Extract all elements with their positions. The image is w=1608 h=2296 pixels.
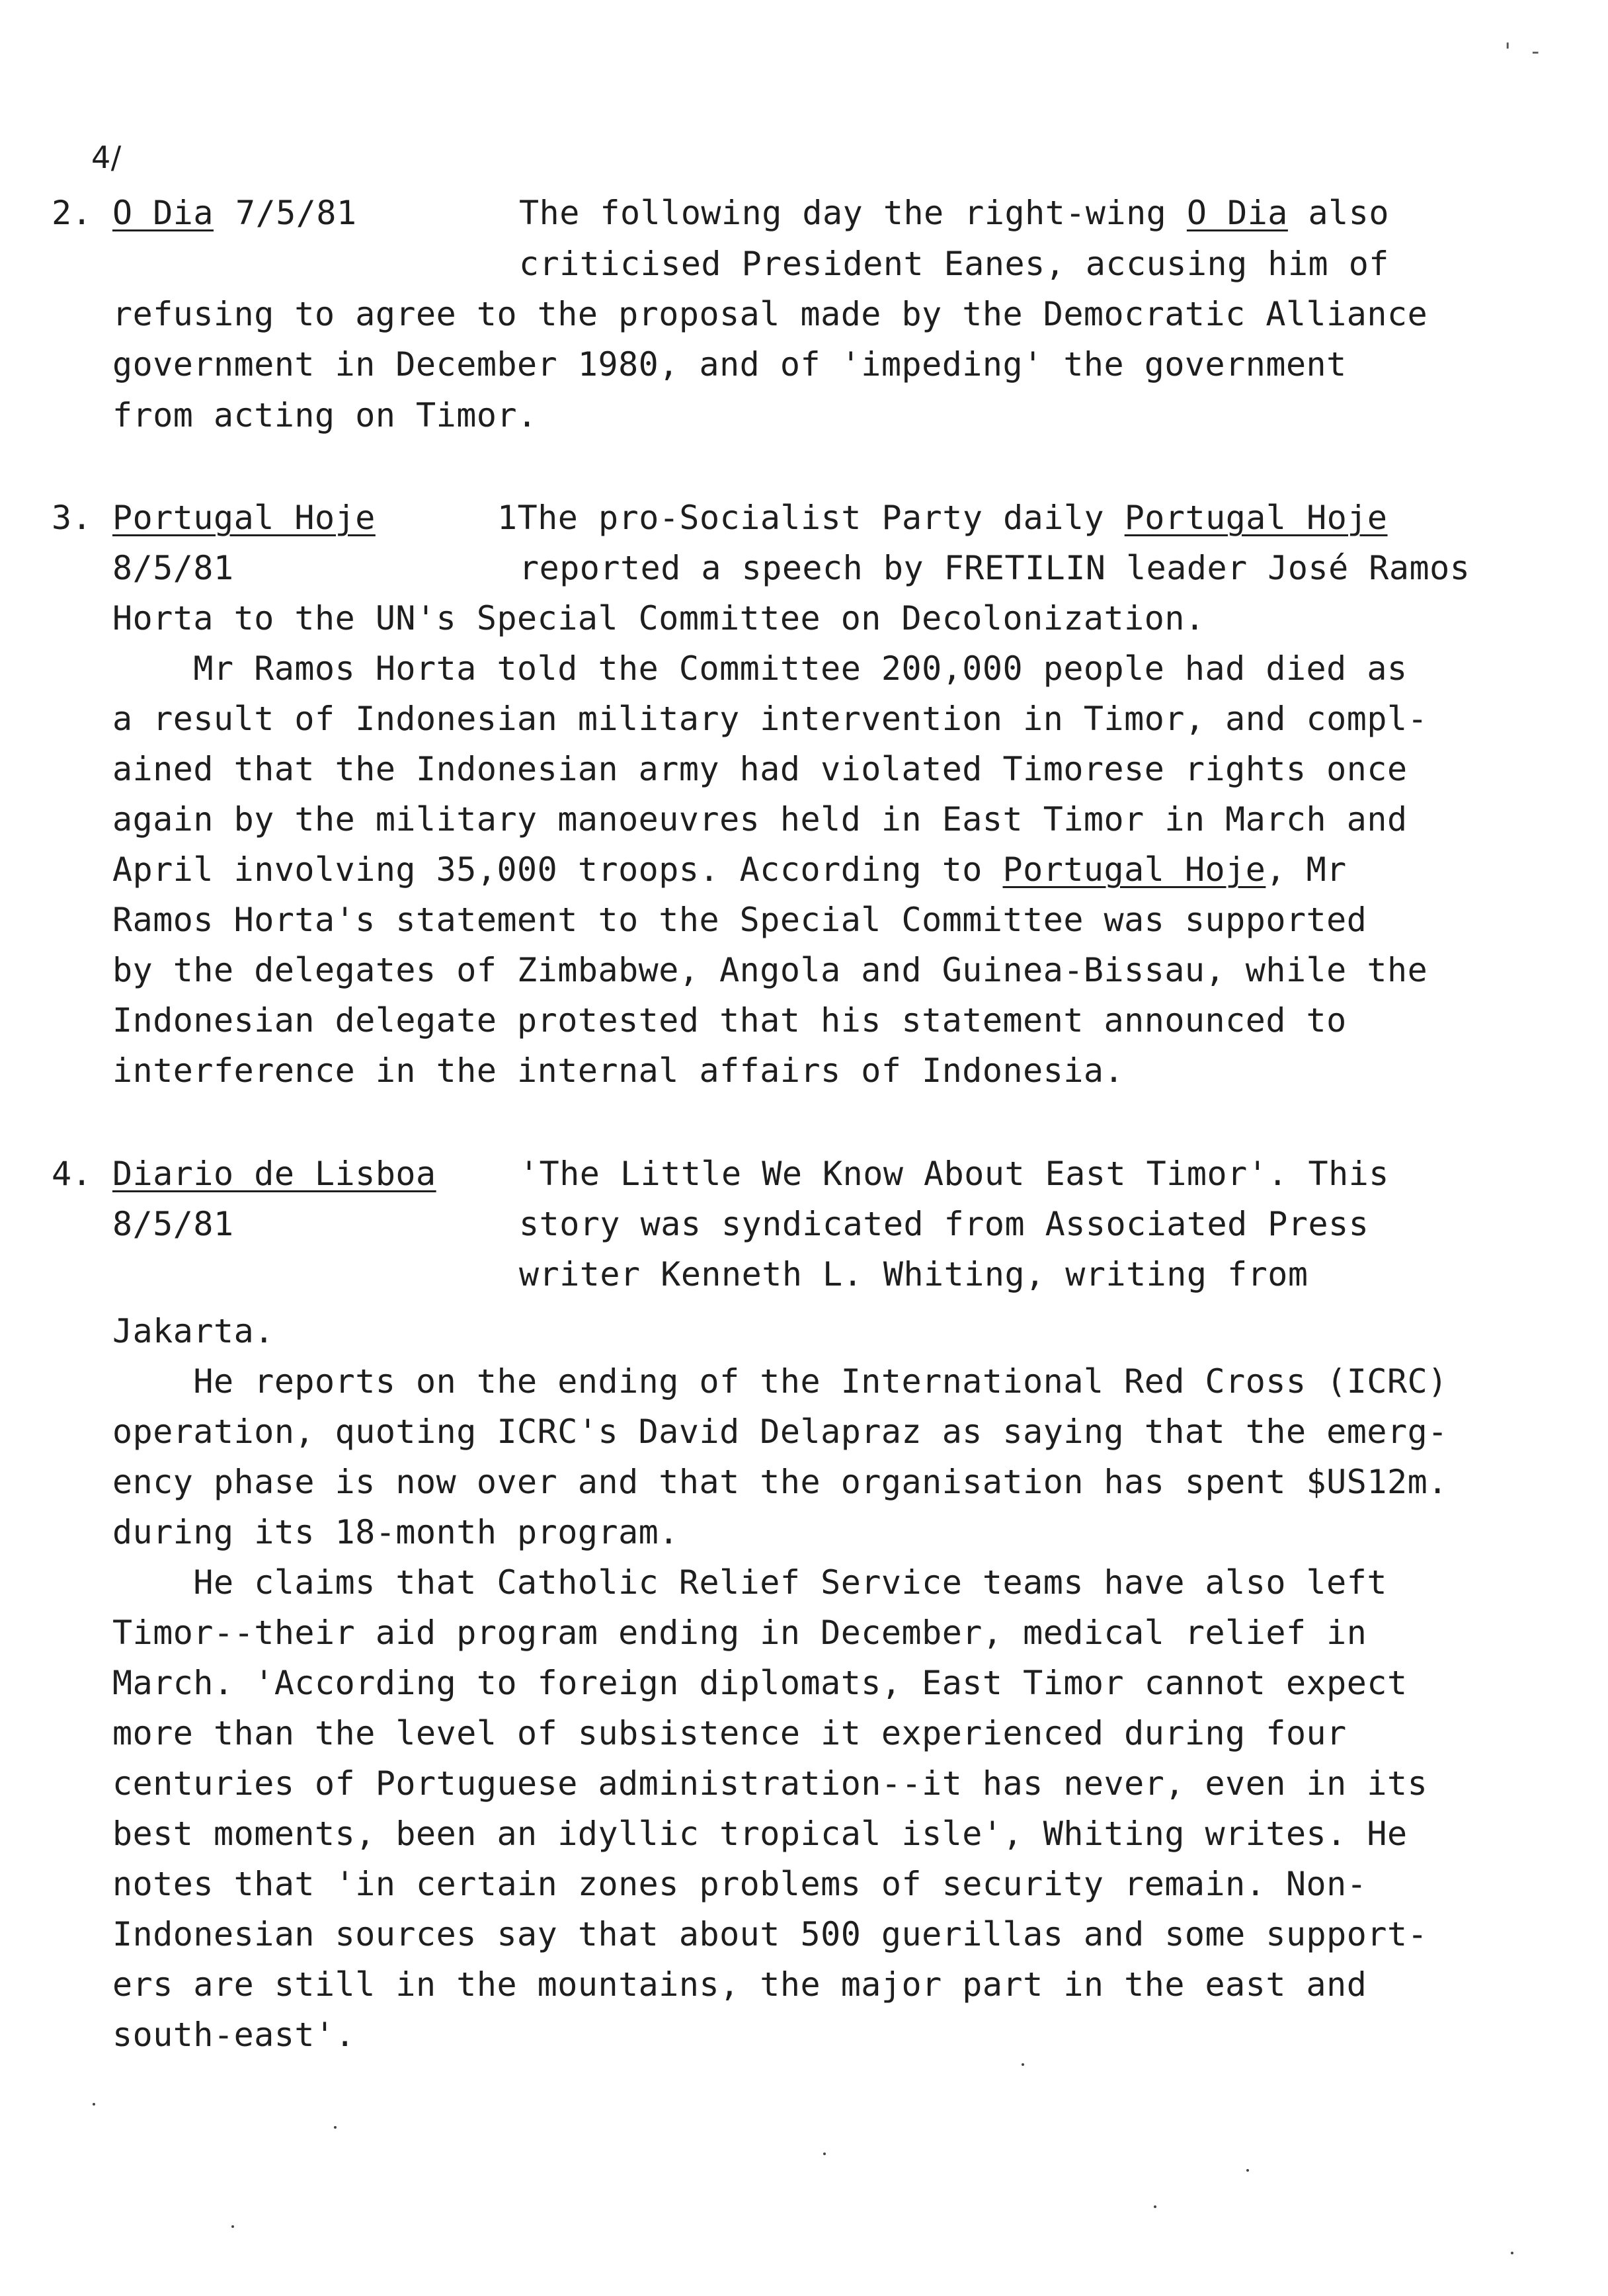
entry-text-line: March. 'According to foreign diplomats, East Timor cannot expect	[112, 1664, 1408, 1702]
source-reference: Portugal Hoje	[1124, 499, 1388, 537]
entry-source: O Dia	[112, 194, 214, 232]
entry-number: 3.	[52, 499, 93, 537]
entry-text-line: criticised President Eanes, accusing him of	[519, 245, 1389, 283]
entry-text-line: story was syndicated from Associated Press	[519, 1205, 1369, 1243]
entry-text-line: during its 18-month program.	[112, 1513, 679, 1551]
entry-text-line: interference in the internal affairs of Indonesia.	[112, 1051, 1125, 1090]
entry-text-line: ers are still in the mountains, the major part in the east and	[112, 1965, 1367, 2004]
entry-text-line: Indonesian delegate protested that his statement announced to	[112, 1001, 1347, 1040]
scan-speck	[1022, 2063, 1024, 2066]
entry-text-line: best moments, been an idyllic tropical isle', Whiting writes. He	[112, 1815, 1408, 1853]
entry-text-line: writer Kenneth L. Whiting, writing from	[519, 1255, 1308, 1293]
entry-text-line: 'The Little We Know About East Timor'. This	[519, 1155, 1389, 1193]
text-run: , Mr	[1266, 850, 1347, 889]
entry-date: 7/5/81	[235, 194, 357, 232]
text-run: April involving 35,000 troops. According to	[112, 850, 1003, 889]
entry-text-line: ained that the Indonesian army had violated Timorese rights once	[112, 750, 1408, 788]
entry-text-line: by the delegates of Zimbabwe, Angola and Guinea-Bissau, while the	[112, 951, 1428, 989]
text-run: The following day the right-wing	[519, 194, 1187, 232]
entry-text-line: Ramos Horta's statement to the Special Committee was supported	[112, 901, 1367, 939]
entry-text-line: refusing to agree to the proposal made by the Democratic Alliance	[112, 295, 1428, 333]
entry-text-line	[112, 844, 1347, 895]
text-run: also	[1287, 194, 1389, 232]
entry-text-line: more than the level of subsistence it experienced during four	[112, 1714, 1347, 1752]
scan-speck	[93, 2103, 95, 2106]
entry-text-line: Horta to the UN's Special Committee on Decolonization.	[112, 599, 1205, 637]
entry-date: 8/5/81	[112, 549, 234, 587]
entry-text-line: again by the military manoeuvres held in East Timor in March and	[112, 800, 1408, 839]
text-run: 1The pro-Socialist Party daily	[497, 499, 1125, 537]
entry-text-line: Mr Ramos Horta told the Committee 200,000 people had died as	[112, 649, 1408, 688]
scan-speck	[334, 2126, 337, 2129]
scan-speck	[1511, 2252, 1513, 2254]
source-reference: O Dia	[1186, 194, 1288, 232]
scan-speck	[1246, 2169, 1249, 2172]
entry-source: Diario de Lisboa	[112, 1155, 436, 1193]
entry-text-line: south-east'.	[112, 2016, 356, 2054]
entry-source: Portugal Hoje	[112, 499, 376, 537]
entry-text-line: He claims that Catholic Relief Service teams have also left	[112, 1563, 1387, 1602]
entry-text-line: reported a speech by FRETILIN leader José Ramos	[519, 549, 1470, 587]
entry-text-line	[519, 188, 1389, 238]
corner-mark: ' -	[1501, 38, 1543, 65]
entry-number: 2.	[52, 194, 93, 232]
entry-text-line: a result of Indonesian military intervention in Timor, and compl-	[112, 700, 1428, 738]
scan-speck	[823, 2152, 826, 2155]
entry-date: 8/5/81	[112, 1205, 234, 1243]
entry-text-line: Timor--their aid program ending in December, medical relief in	[112, 1614, 1367, 1652]
entry-text-line: Jakarta.	[112, 1312, 274, 1350]
page-number: 4/	[91, 140, 122, 175]
entry-text-line: from acting on Timor.	[112, 396, 538, 434]
scan-speck	[1154, 2205, 1156, 2208]
entry-text-line: notes that 'in certain zones problems of security remain. Non-	[112, 1865, 1367, 1903]
entry-text-line	[497, 493, 1388, 543]
entry-text-line: operation, quoting ICRC's David Delapraz as saying that the emerg-	[112, 1413, 1448, 1451]
entry-text-line: centuries of Portuguese administration--it has never, even in its	[112, 1764, 1428, 1803]
entry-text-line: Indonesian sources say that about 500 guerillas and some support-	[112, 1915, 1428, 1953]
entry-text-line: He reports on the ending of the International Red Cross (ICRC)	[112, 1362, 1448, 1401]
entry-text-line: ency phase is now over and that the organisation has spent $US12m.	[112, 1463, 1448, 1501]
entry-number: 4.	[52, 1155, 93, 1193]
scan-speck	[231, 2225, 234, 2228]
entry-text-line: government in December 1980, and of 'impeding' the government	[112, 345, 1347, 384]
source-reference: Portugal Hoje	[1002, 850, 1266, 889]
